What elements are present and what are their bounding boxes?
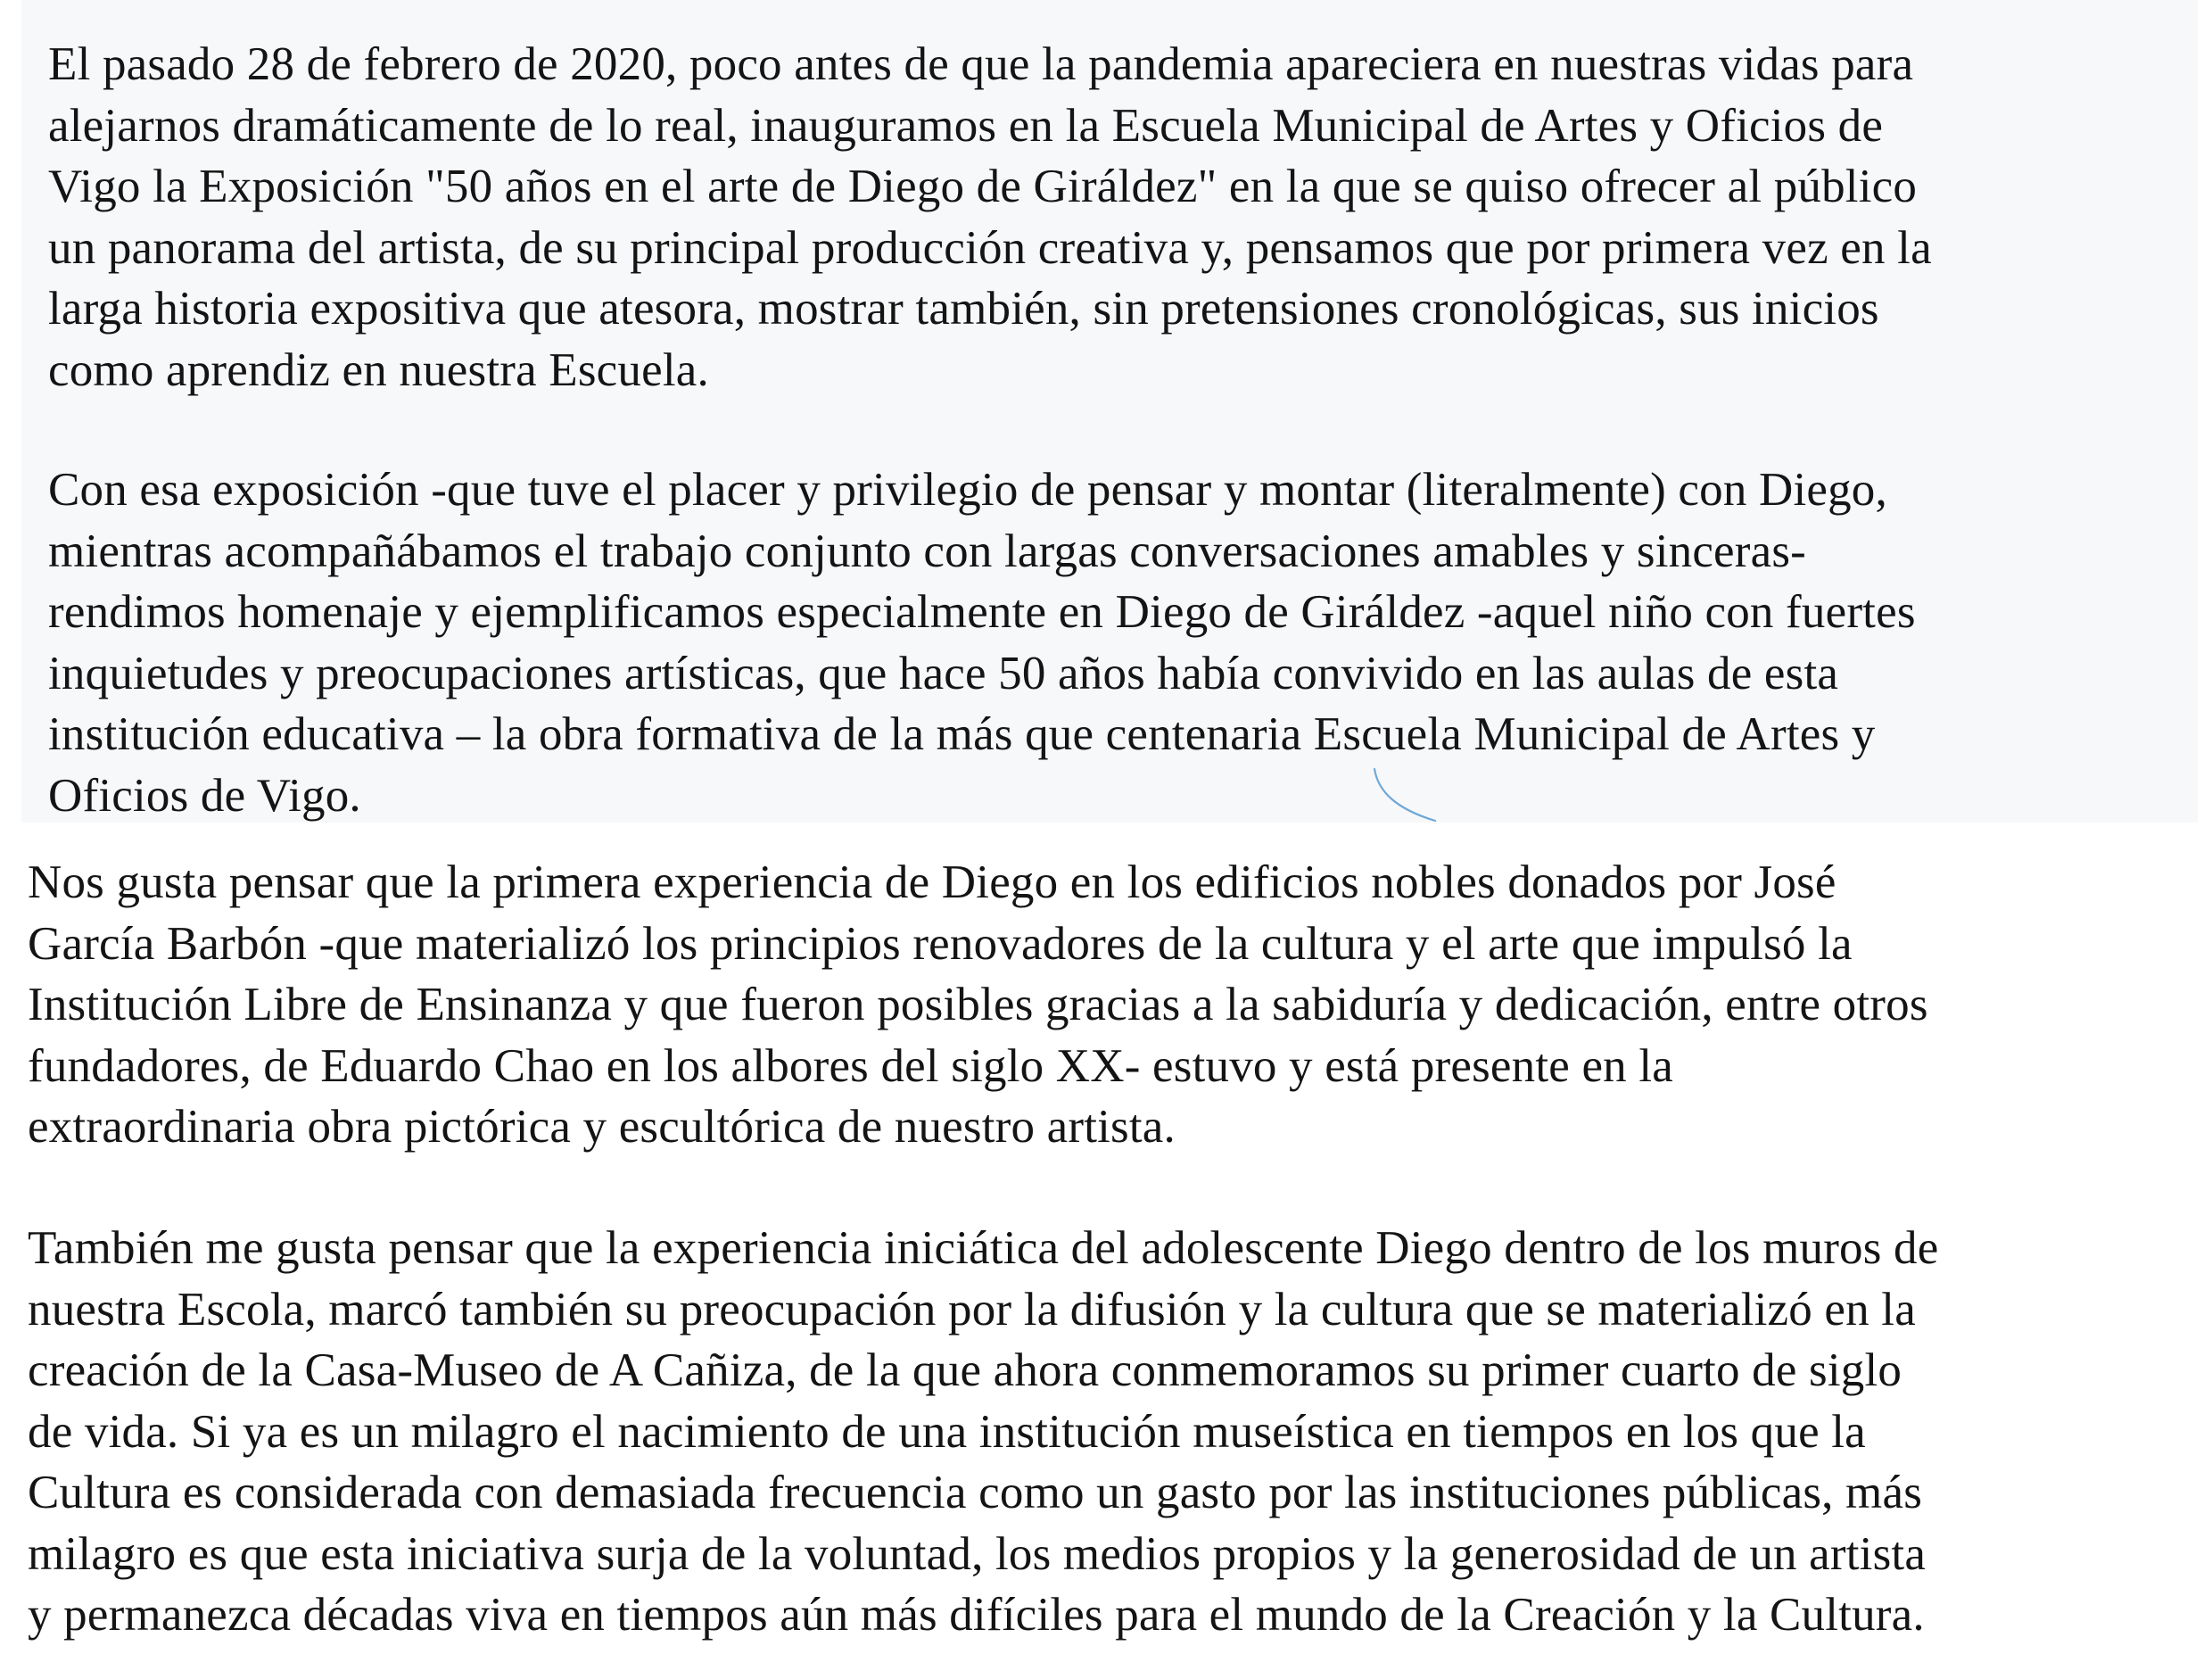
text-line: Vigo la Exposición "50 años en el arte de Diego de Giráldez" en la que se quiso ofrecer al público (48, 161, 1918, 212)
paragraph-3 (28, 852, 1928, 1158)
text-line: nuestra Escola, marcó también su preocupación por la difusión y la cultura que se materializó en la (28, 1283, 1916, 1336)
text-line: larga historia expositiva que atesora, mostrar también, sin pretensiones cronológicas, sus inicios (48, 283, 1879, 335)
text-line: fundadores, de Eduardo Chao en los albores del siglo XX- estuvo y está presente en la (28, 1039, 1673, 1092)
text-line: extraordinaria obra pictórica y escultórica de nuestro artista. (28, 1101, 1176, 1153)
paragraph-4 (28, 1218, 1938, 1646)
text-line: García Barbón -que materializó los principios renovadores de la cultura y el arte que impulsó la (28, 917, 1853, 970)
text-line: un panorama del artista, de su principal producción creativa y, pensamos que por primera vez en la (48, 221, 1932, 274)
text-line: y permanezca décadas viva en tiempos aún más difíciles para el mundo de la Creación y la Cultura. (28, 1589, 1925, 1641)
text-line: rendimos homenaje y ejemplificamos especialmente en Diego de Giráldez -aquel niño con fuertes (48, 586, 1916, 638)
text-line: inquietudes y preocupaciones artísticas, que hace 50 años había convivido en las aulas de esta (48, 647, 1839, 699)
text-line: creación de la Casa-Museo de A Cañiza, de la que ahora conmemoramos su primer cuarto de siglo (28, 1344, 1902, 1396)
text-line: alejarnos dramáticamente de lo real, inauguramos en la Escuela Municipal de Artes y Oficios de (48, 99, 1884, 152)
text-line: milagro es que esta iniciativa surja de la voluntad, los medios propios y la generosidad de un artista (28, 1527, 1927, 1580)
text-line: institución educativa – la obra formativa de la más que centenaria Escuela Municipal de Artes y (48, 708, 1876, 760)
text-line: mientras acompañábamos el trabajo conjunto con largas conversaciones amables y sinceras- (48, 525, 1807, 577)
paragraph-1 (48, 34, 1932, 401)
paragraph-2 (48, 459, 1916, 826)
text-line: como aprendiz en nuestra Escuela. (48, 343, 709, 396)
text-line: Nos gusta pensar que la primera experiencia de Diego en los edificios nobles donados por José (28, 856, 1836, 908)
text-line: También me gusta pensar que la experiencia iniciática del adolescente Diego dentro de los muros de (28, 1222, 1939, 1274)
text-line: Con esa exposición -que tuve el placer y privilegio de pensar y montar (literalmente) con Diego, (48, 464, 1887, 516)
text-line: El pasado 28 de febrero de 2020, poco antes de que la pandemia apareciera en nuestras vidas para (48, 38, 1914, 90)
text-line: Oficios de Vigo. (48, 769, 361, 822)
text-line: Cultura es considerada con demasiada frecuencia como un gasto por las instituciones públicas, más (28, 1467, 1923, 1518)
text-line: de vida. Si ya es un milagro el nacimiento de una institución museística en tiempos en los que la (28, 1405, 1866, 1458)
text-line: Institución Libre de Ensinanza y que fueron posibles gracias a la sabiduría y dedicación, entre otros (28, 979, 1928, 1030)
